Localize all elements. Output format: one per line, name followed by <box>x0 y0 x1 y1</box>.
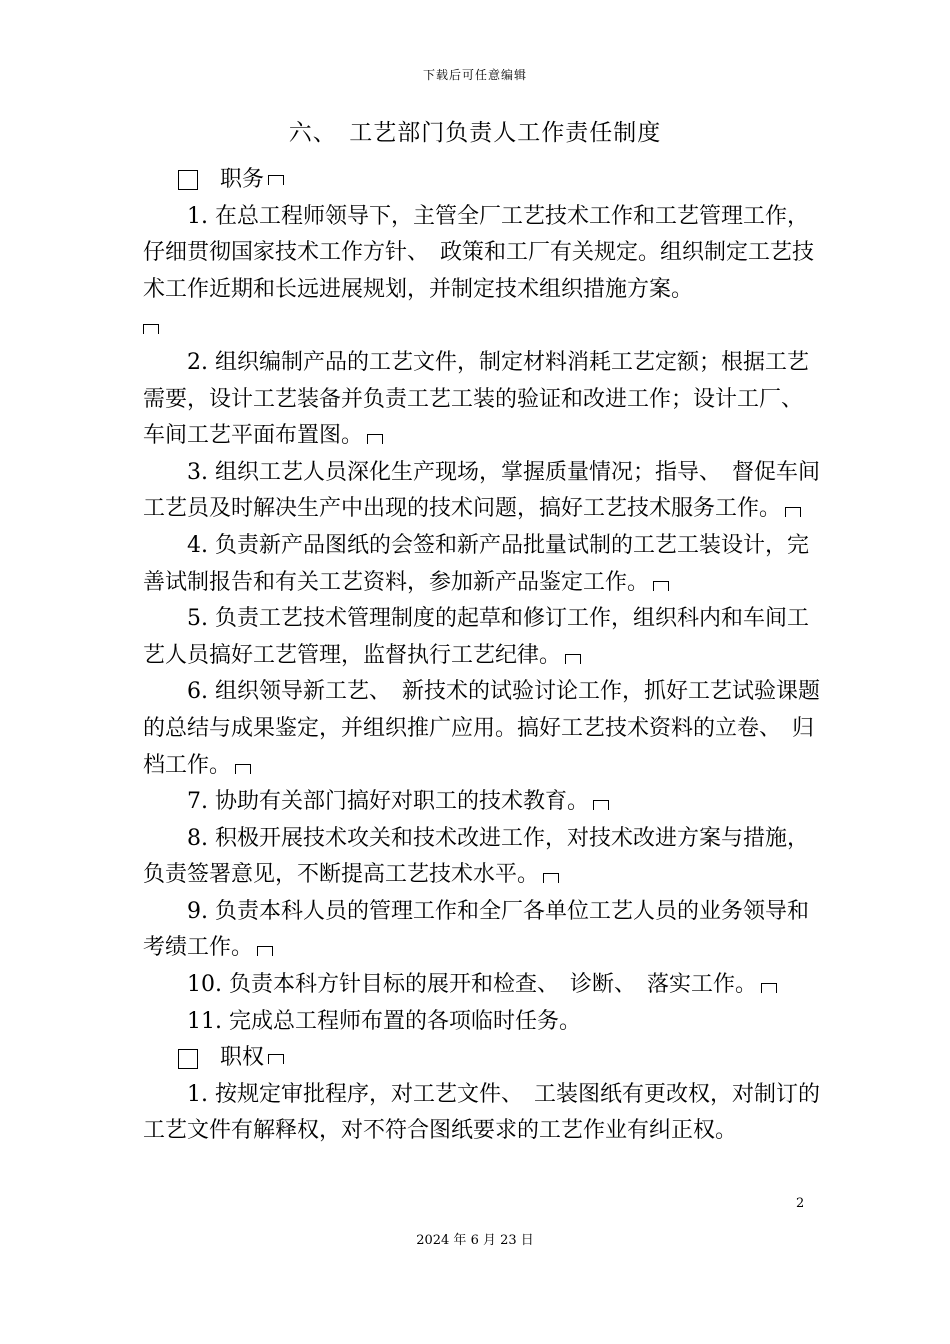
section-heading-text: 职务 <box>220 167 265 192</box>
document-body <box>143 162 823 1150</box>
header-note: 下载后可任意编辑 <box>422 68 527 82</box>
paragraph-mark-icon <box>235 764 251 774</box>
paragraph-mark-icon <box>367 434 383 444</box>
paragraph-mark-icon <box>268 175 284 185</box>
duty-item-11: 11. 完成总工程师布置的各项临时任务。 <box>187 1008 581 1034</box>
document-title: 六、 工艺部门负责人工作责任制度 <box>288 120 662 146</box>
duty-item-8: 8. 积极开展技术攻关和技术改进工作，对技术改进方案与措施，负责签署意见，不断提高工艺技术水平。 <box>143 825 809 888</box>
checkbox-icon <box>178 1049 198 1069</box>
paragraph-mark-icon <box>761 983 777 993</box>
duty-item-1: 1. 在总工程师领导下，主管全厂工艺技术工作和工艺管理工作，仔细贯彻国家技术工作方针、 政策和工厂有关规定。组织制定工艺技术工作近期和长远进展规划，并制定技术组织措施方案。 <box>143 203 815 302</box>
page-number: 2 <box>796 1196 805 1211</box>
footer-date: 2024 年 6 月 23 日 <box>416 1233 534 1248</box>
paragraph-mark-icon <box>653 581 669 591</box>
duty-item-7: 7. 协助有关部门搞好对职工的技术教育。 <box>143 784 823 821</box>
paragraph-mark-icon <box>785 507 801 517</box>
paragraph-mark-icon <box>565 654 581 664</box>
duty-item-10: 10. 负责本科方针目标的展开和检查、 诊断、 落实工作。 <box>143 967 823 1004</box>
duty-item-2: 2. 组织编制产品的工艺文件，制定材料消耗工艺定额；根据工艺需要，设计工艺装备并负责工艺工装的验证和改进工作；设计工厂、 车间工艺平面布置图。 <box>143 349 815 449</box>
paragraph-mark-icon <box>268 1054 284 1064</box>
section-heading-duties <box>143 162 823 199</box>
duty-item-9: 9. 负责本科人员的管理工作和全厂各单位工艺人员的业务领导和考绩工作。 <box>143 898 809 961</box>
paragraph-mark-icon <box>593 800 609 810</box>
power-item-1: 1. 按规定审批程序，对工艺文件、 工装图纸有更改权，对制订的工艺文件有解释权，对不符合图纸要求的工艺作业有纠正权。 <box>143 1081 820 1144</box>
paragraph-mark-icon <box>543 873 559 883</box>
section-heading-text: 职权 <box>220 1045 265 1071</box>
section-heading-powers <box>143 1040 823 1077</box>
paragraph-mark-icon <box>143 324 159 334</box>
duty-item-3: 3. 组织工艺人员深化生产现场，掌握质量情况；指导、 督促车间工艺员及时解决生产中出现的技术问题，搞好工艺技术服务工作。 <box>143 459 820 522</box>
paragraph-mark-line <box>143 308 823 345</box>
duty-item-5: 5. 负责工艺技术管理制度的起草和修订工作，组织科内和车间工艺人员搞好工艺管理，监督执行工艺纪律。 <box>143 606 809 668</box>
duty-item-4: 4. 负责新产品图纸的会签和新产品批量试制的工艺工装设计，完善试制报告和有关工艺资料，参加新产品鉴定工作。 <box>143 532 809 595</box>
checkbox-icon <box>178 170 198 190</box>
duty-item-6: 6. 组织领导新工艺、 新技术的试验讨论工作，抓好工艺试验课题的总结与成果鉴定，并组织推广应用。搞好工艺技术资料的立卷、 归档工作。 <box>143 679 820 778</box>
paragraph-mark-icon <box>257 946 273 956</box>
